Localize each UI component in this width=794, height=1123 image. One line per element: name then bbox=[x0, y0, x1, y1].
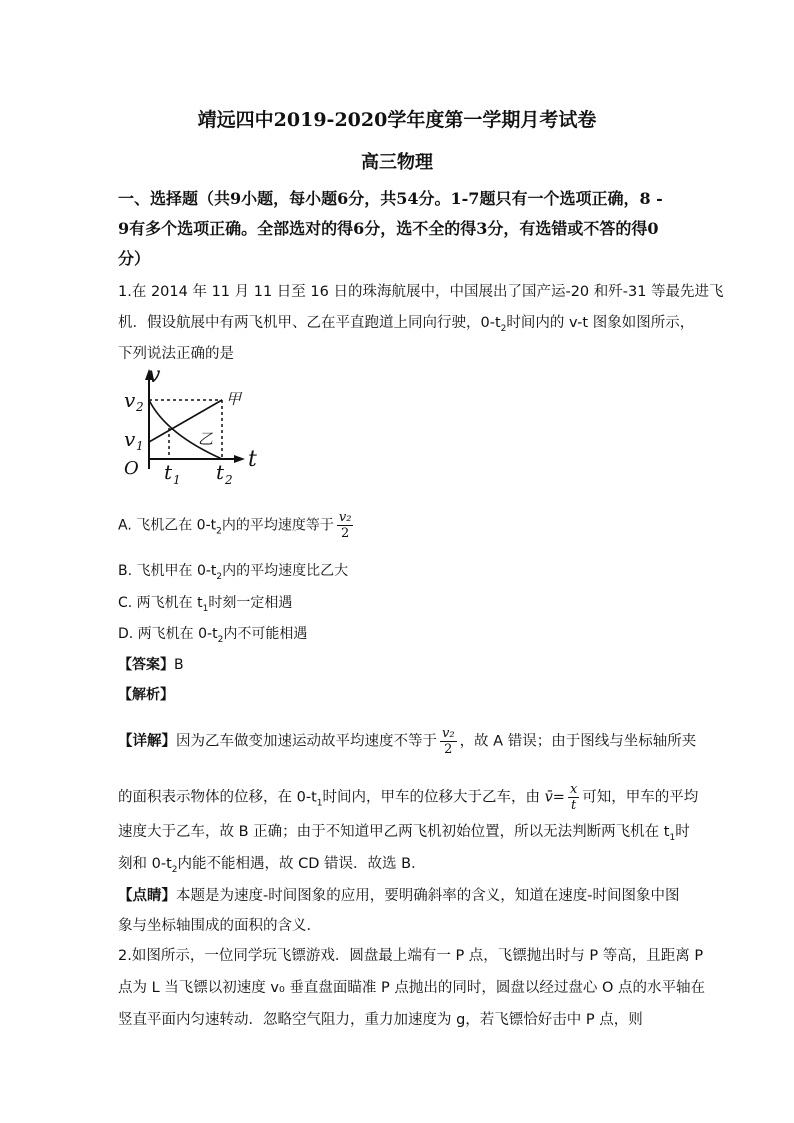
page-subtitle: 高三物理 bbox=[361, 152, 433, 173]
section-heading-line3: 分） bbox=[118, 249, 151, 268]
yi-label: 乙 bbox=[198, 430, 214, 448]
q1-option-d: D. 两飞机在 $0-t_2$内不可能相遇 bbox=[118, 626, 308, 645]
q1-point-line2: 象与坐标轴围成的面积的含义． bbox=[118, 918, 321, 934]
t-axis-label: t bbox=[248, 447, 257, 472]
fraction-x-over-t: $\frac{x}{t}$ bbox=[569, 782, 578, 813]
q1-detail-line3: 速度大于乙车，故 B 正确；由于不知道甲乙两飞机初始位置，所以无法判断两飞机在 $t_1$时 bbox=[118, 824, 690, 843]
q1-option-c: C. 两飞机在 $t_1$时刻一定相遇 bbox=[118, 595, 293, 614]
q1-stem-line3: 下列说法正确的是 bbox=[118, 346, 234, 362]
fraction-v2-over-2-detail: $\frac{\text{v₂}}{2}$ bbox=[442, 726, 455, 757]
t2-sub: 2 bbox=[225, 473, 233, 487]
q1-point-line1: 【点睛】本题是为速度-时间图象的应用，要明确斜率的含义，知道在速度-时间图象中图 bbox=[118, 888, 680, 904]
page-title: 靖远四中2019-2020学年度第一学期月考试卷 bbox=[197, 109, 597, 131]
v-axis-label: v bbox=[148, 364, 161, 388]
fraction-v2-over-2: $\frac{\text{v₂}}{2}$ bbox=[338, 510, 352, 541]
q1-stem-line1: 1.在 2014 年 11 月 11 日至 16 日的珠海航展中，中国展出了国产运-20 和歼-31 等最先进飞 bbox=[118, 284, 724, 300]
q1-option-a: A. 飞机乙在 $0-t_2$内的平均速度等于 $\frac{\text{v₂}}{2}$ bbox=[118, 510, 352, 541]
q1-analysis-label: 【解析】 bbox=[118, 687, 174, 703]
q1-stem-line2: 机．假设航展中有两飞机甲、乙在平直跑道上同向行驶，$0-t_2$时间内的 v-t 图象如图所示， bbox=[118, 315, 695, 334]
v2-sub: 2 bbox=[136, 400, 144, 414]
t-axis-arrow bbox=[234, 455, 245, 463]
q1-answer: 【答案】B bbox=[118, 657, 184, 673]
q1-detail-line1: 【详解】因为乙车做变加速运动故平均速度不等于 $\frac{\text{v₂}}{2}$ ，故 A 错误；由于图线与坐标轴所夹 bbox=[118, 726, 697, 757]
t1-label: t bbox=[164, 460, 173, 484]
origin-label: O bbox=[124, 458, 139, 479]
q2-stem-line2: 点为 L 当飞镖以初速度 v₀ 垂直盘面瞄准 P 点抛出的同时，圆盘以经过盘心 O 点的水平轴在 bbox=[118, 980, 705, 996]
t2-label: t bbox=[216, 460, 225, 484]
q1-option-b: B. 飞机甲在 $0-t_2$内的平均速度比乙大 bbox=[118, 563, 349, 582]
v2-label: v bbox=[124, 388, 136, 412]
v1-sub: 1 bbox=[136, 439, 144, 453]
q1-detail-line2: 的面积表示物体的位移，在 $0-t_1$时间内，甲车的位移大于乙车，由 v̄= $\frac{x}{t}$ 可知，甲车的平均 bbox=[118, 782, 699, 813]
v1-label: v bbox=[124, 427, 136, 451]
t1-sub: 1 bbox=[173, 473, 181, 487]
jia-label: 甲 bbox=[226, 390, 242, 408]
q2-stem-line3: 竖直平面内匀速转动．忽略空气阻力，重力加速度为 g，若飞镖恰好击中 P 点，则 bbox=[118, 1012, 643, 1028]
q1-detail-line4: 刻和 $0-t_2$内能不能相遇，故 CD 错误．故选 B． bbox=[118, 856, 426, 875]
section-heading-line2: 9有多个选项正确。全部选对的得6分，选不全的得3分，有选错或不答的得0 bbox=[118, 219, 659, 238]
section-heading-line1: 一、选择题（共9小题，每小题6分，共54分。1-7题只有一个选项正确，8 - bbox=[118, 189, 663, 208]
vt-graph bbox=[118, 364, 268, 492]
q2-stem-line1: 2.如图所示，一位同学玩飞镖游戏．圆盘最上端有一 P 点，飞镖抛出时与 P 等高，且距离 P bbox=[118, 948, 704, 964]
